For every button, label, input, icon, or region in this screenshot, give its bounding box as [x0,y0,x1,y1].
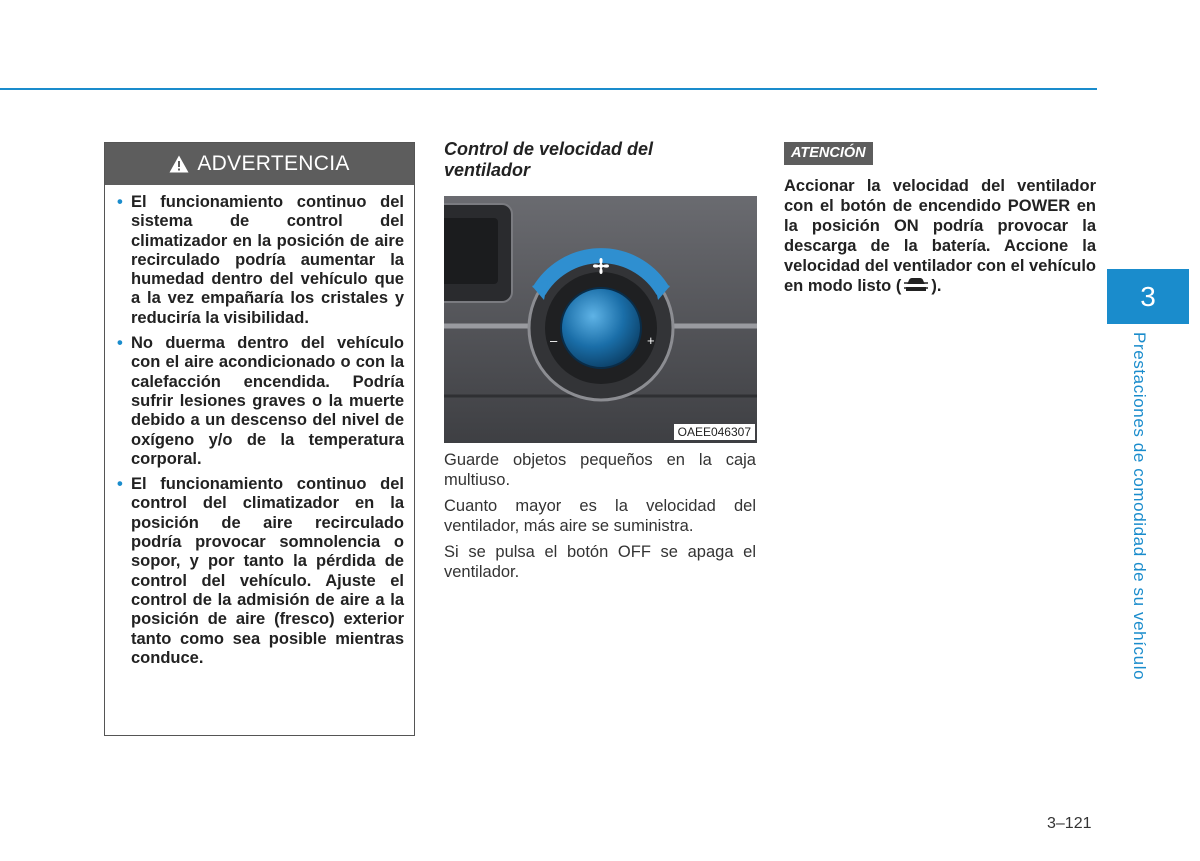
warning-title: ADVERTENCIA [197,152,350,175]
warning-header [105,143,414,185]
warning-item: • No duerma dentro del vehículo con el aire acondicionado o con la calefacción encendida. Podría sufrir lesiones graves o la muerte debido a un descenso del nivel de oxígeno y/o de la temperatura corporal. [117,334,404,468]
paragraph: Cuanto mayor es la velocidad del ventilador, más aire se suministra. [444,497,756,535]
paragraph: Si se pulsa el botón OFF se apaga el ventilador. [444,543,756,581]
top-rule [0,88,1097,90]
section-title: Control de velocidad del ventilador [444,139,654,180]
chapter-title: Prestaciones de comodidad de su vehículo [1130,332,1149,681]
warning-item: • El funcionamiento continuo del control del climatizador en la posición de aire recirculado podría provocar somnolencia o sopor, y por tanto la pérdida de control del vehículo. Ajuste el control de la admisión de aire a la posición de aire (fresco) exterior tanto como sea posible mientras conduce. [117,475,404,667]
page-number: 3–121 [1047,815,1092,832]
knob-minus-label: – [550,333,558,348]
chapter-tab: 3 [1107,269,1189,324]
ready-mode-car-icon [903,276,929,299]
warning-item: • El funcionamiento continuo del sistema de control del climatizador en la posición de aire recirculado podría aumentar la humedad dentro del vehículo que a la vez empañaría los cristales y reduciría la visibilidad. [117,193,404,327]
figure-code: OAEE046307 [674,424,755,440]
warning-box [104,142,415,736]
warning-list [105,185,414,668]
fan-control-figure [444,196,757,443]
knob-plus-label: + [647,333,655,348]
fan-knob-illustration [444,196,757,443]
section-body [444,450,756,588]
caution-text: Accionar la velocidad del ventilador con el botón de encendido POWER en la posición ON podría provocar la descarga de la batería. Accione la velocidad del ventilador con el vehículo en modo listo ( ). [784,176,1096,299]
caution-badge: ATENCIÓN [784,142,873,165]
paragraph: Guarde objetos pequeños en la caja multiuso. [444,451,756,489]
warning-triangle-icon [169,155,189,173]
